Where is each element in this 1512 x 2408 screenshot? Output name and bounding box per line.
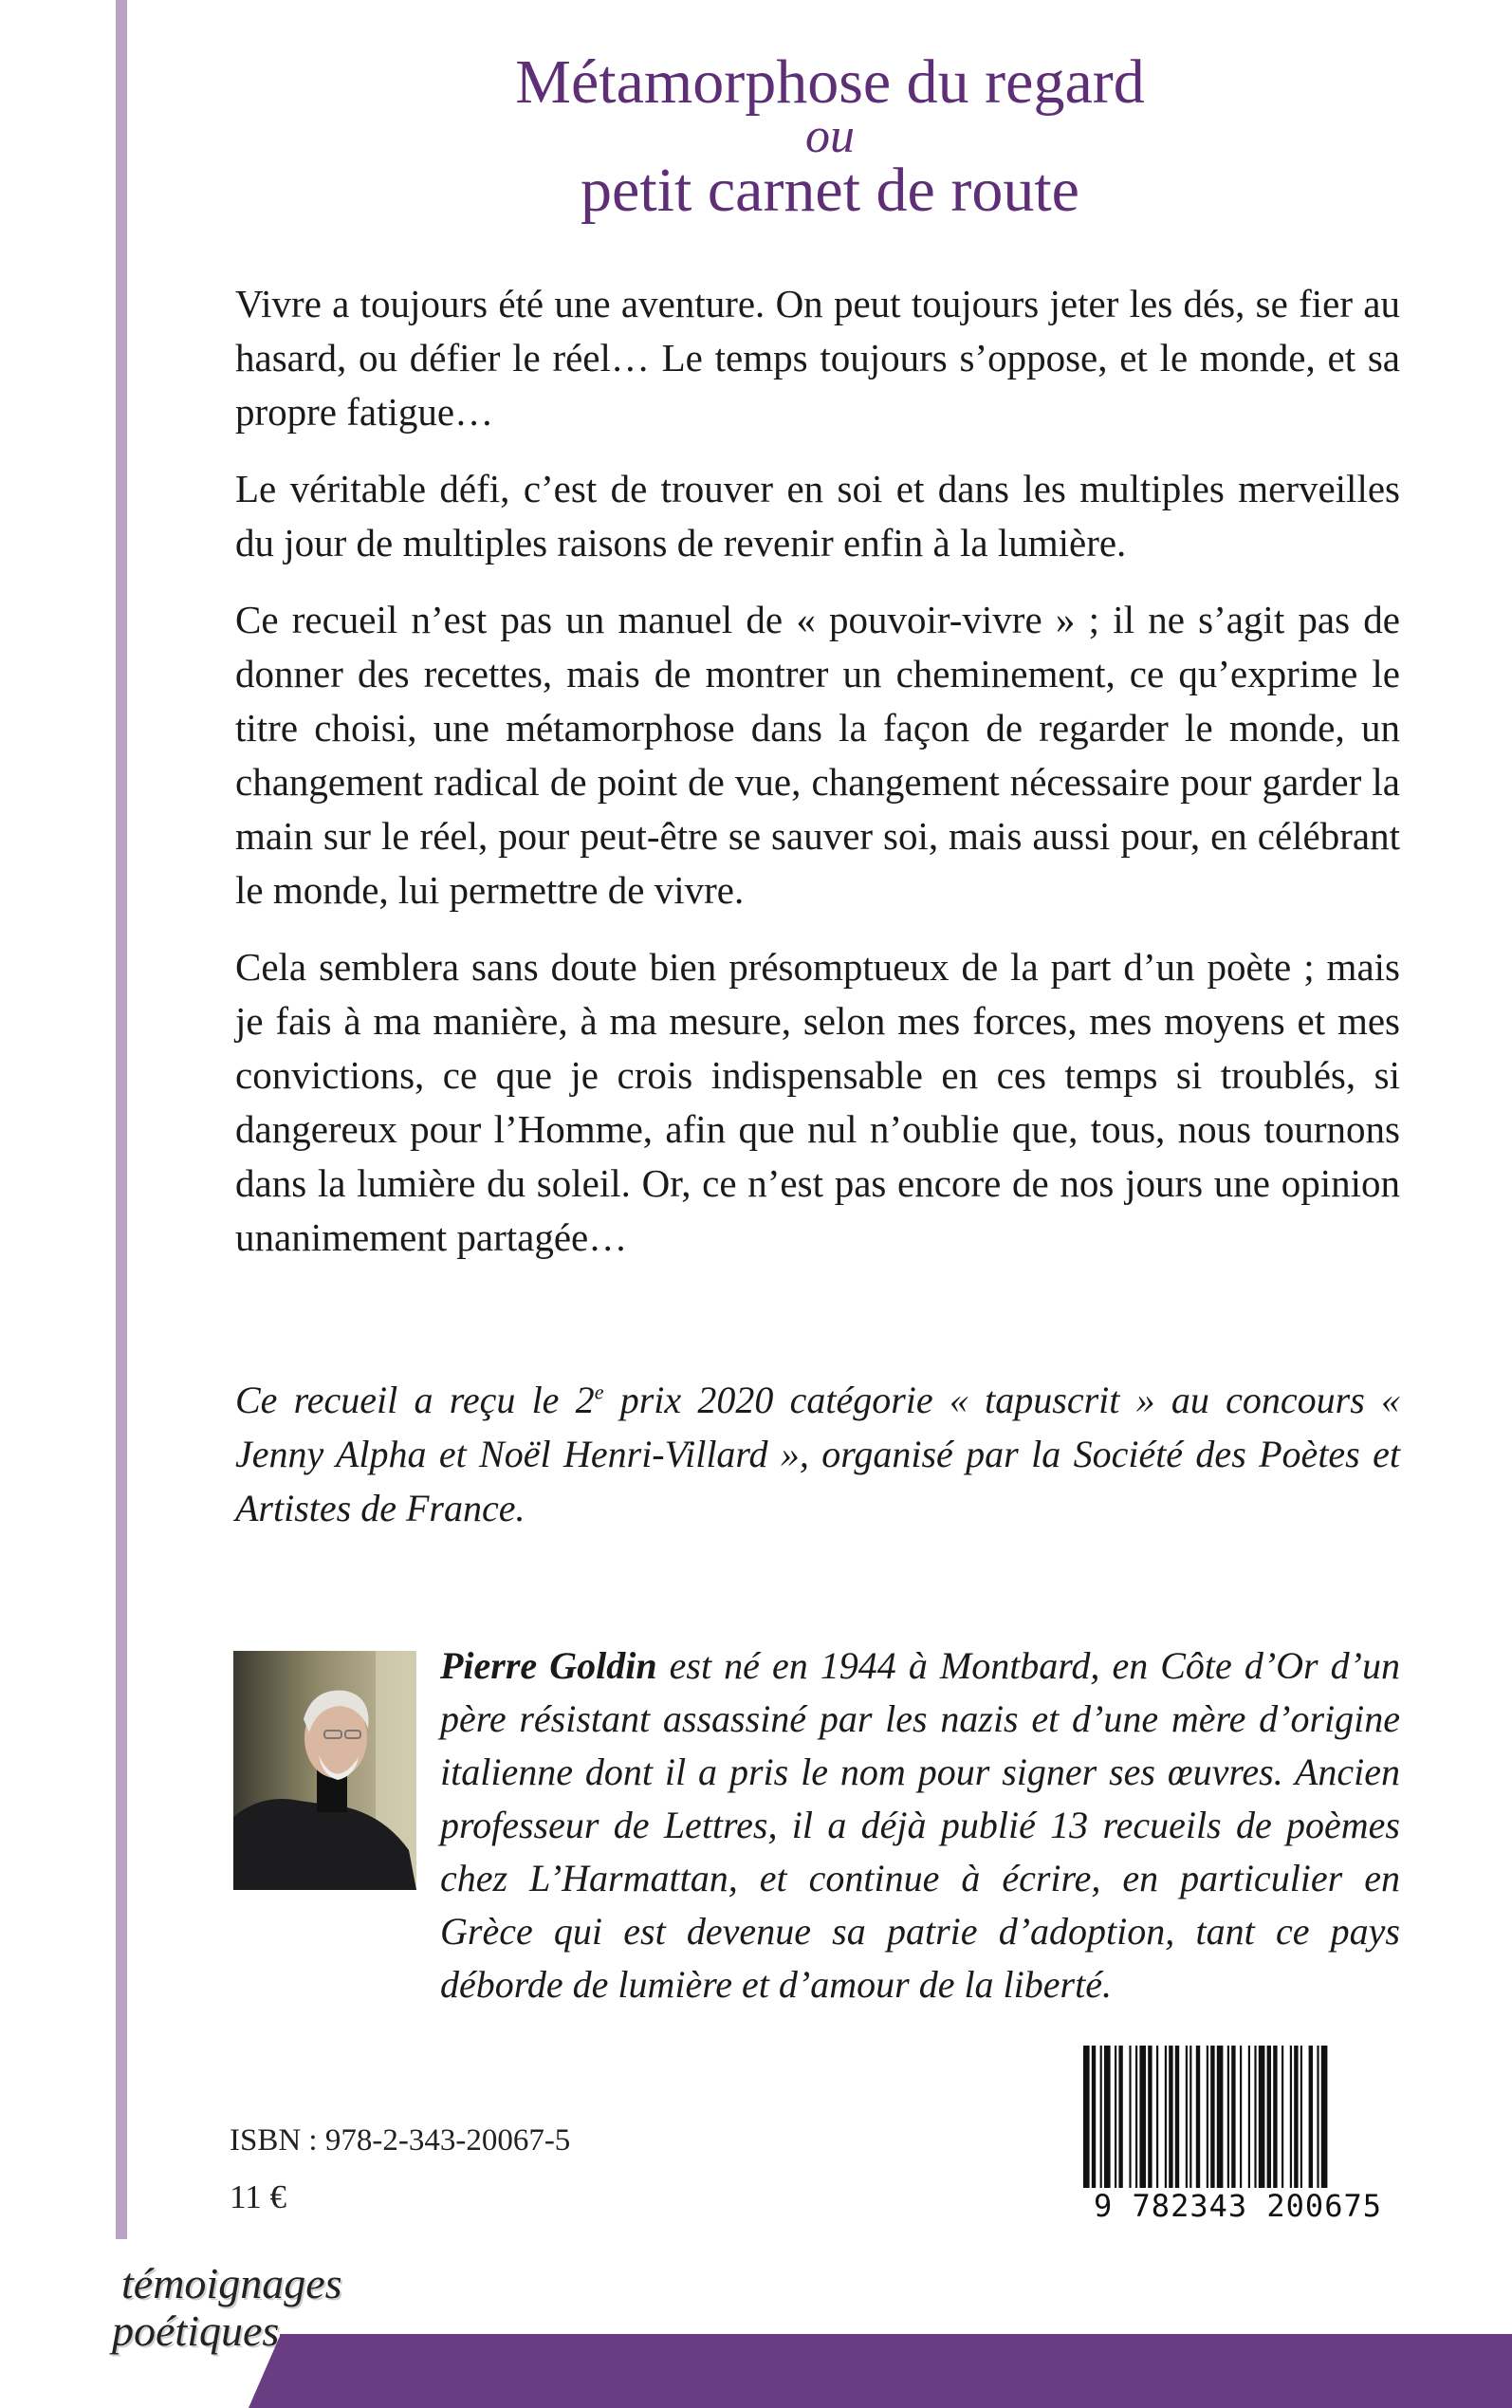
barcode-bar [1240, 2046, 1242, 2188]
author-bio [440, 1639, 1400, 2011]
collection-line-2: poétiques [112, 2306, 280, 2355]
title-line-2: ou [805, 109, 855, 163]
barcode-bar [1290, 2046, 1292, 2188]
barcode-bar [1259, 2046, 1265, 2188]
barcode-bar [1210, 2046, 1214, 2188]
barcode-bar [1092, 2046, 1096, 2188]
barcode-bar [1231, 2046, 1235, 2188]
barcode-bar [1156, 2046, 1158, 2188]
barcode-bar [1169, 2046, 1172, 2188]
price-label: 11 € [230, 2178, 286, 2215]
author-bio-text: est né en 1944 à Montbard, en Côte d’Or d’un père résistant assassiné par les nazis et d’une mère d’origine italienne dont il a pris le nom pour signer ses œuvres. Ancien professeur de Lettres, il a déjà publié 13 recueils de poèmes chez L’Harmattan, et continue à écrire, en particulier en Grèce qui est devenue sa patrie d’adoption, tant ce pays déborde de lumière et d’amour de la liberté. [440, 1644, 1401, 2006]
author-photo [233, 1651, 416, 1890]
title-line-3: petit carnet de route [581, 156, 1079, 225]
barcode-bar [1165, 2046, 1167, 2188]
paragraph-4: Cela semblera sans doute bien présomptueux de la part d’un poète ; mais je fais à ma manière, à ma mesure, selon mes forces, mes moyens et mes convictions, ce que je crois indispensable en ces temps si troublés, si dangereux pour l’Homme, afin que nul n’oublie que, tous, nous tournons dans la lumière du soleil. Or, ce n’est pas encore de nos jours une opinion unanimement partagée… [235, 945, 1400, 1259]
barcode-bar [1207, 2046, 1208, 2188]
barcode-bar [1139, 2046, 1146, 2188]
barcode-bar [1115, 2046, 1116, 2188]
barcode-bar [1273, 2046, 1277, 2188]
footer-stripe [280, 2334, 1512, 2408]
barcode-bar [1189, 2046, 1191, 2188]
barcode-bar [1321, 2046, 1328, 2188]
barcode-bar [1100, 2046, 1102, 2188]
book-title [237, 47, 1423, 225]
barcode-number: 9 782343 200675 [1078, 2188, 1398, 2224]
title-line-1: Métamorphose du regard [515, 47, 1145, 117]
barcode-bar [1186, 2046, 1188, 2188]
prize-text-end: prix 2020 catégorie « tapuscrit » au concours « Jenny Alpha et Noël Henri-Villard », organisé par la Société des Poètes et Artistes de France. [235, 1379, 1400, 1529]
paragraph-2: Le véritable défi, c’est de trouver en soi et dans les multiples merveilles du jour de multiples raisons de revenir enfin à la lumière. [235, 467, 1400, 565]
barcode-bars [1078, 2046, 1398, 2188]
author-portrait-image [233, 1651, 416, 1890]
barcode-bar [1104, 2046, 1111, 2188]
barcode-bar [1300, 2046, 1302, 2188]
collection-line-1: témoignages [121, 2259, 342, 2307]
barcode-bar [1135, 2046, 1137, 2188]
barcode-bar [1118, 2046, 1122, 2188]
prize-note [235, 1373, 1400, 1535]
footer-stripe-edge [249, 2334, 281, 2408]
barcode-bar [1175, 2046, 1179, 2188]
paragraph-1: Vivre a toujours été une aventure. On peut toujours jeter les dés, se fier au hasard, ou défier le réel… Le temps toujours s’oppose, et le monde, et sa propre fatigue… [235, 282, 1400, 434]
barcode-bar [1196, 2046, 1200, 2188]
barcode-bar [1294, 2046, 1298, 2188]
prize-text-start: Ce recueil a reçu le 2 [235, 1379, 595, 1421]
barcode-bar [1317, 2046, 1318, 2188]
barcode-bar [1254, 2046, 1256, 2188]
author-name: Pierre Goldin [440, 1644, 657, 1687]
prize-superscript: e [594, 1380, 604, 1404]
barcode-bar [1248, 2046, 1250, 2188]
paragraph-3: Ce recueil n’est pas un manuel de « pouvoir-vivre » ; il ne s’agit pas de donner des recettes, mais de montrer un cheminement, ce qu’exprime le titre choisi, une métamorphose dans la façon de regarder le monde, un changement radical de point de vue, changement nécessaire pour garder la main sur le réel, pour peut-être se sauver soi, mais aussi pour, en célébrant le monde, lui permettre de vivre. [235, 598, 1400, 912]
barcode-bar [1129, 2046, 1131, 2188]
barcode-bar [1148, 2046, 1152, 2188]
barcode-bar [1309, 2046, 1313, 2188]
barcode-bar [1267, 2046, 1271, 2188]
isbn-label: ISBN : 978-2-343-20067-5 [230, 2123, 571, 2158]
left-accent-bar [116, 0, 127, 2239]
barcode-bar [1282, 2046, 1283, 2188]
barcode-bar [1227, 2046, 1229, 2188]
barcode-bar [1083, 2046, 1090, 2188]
barcode-bar [1217, 2046, 1224, 2188]
back-cover-text [235, 277, 1400, 1287]
